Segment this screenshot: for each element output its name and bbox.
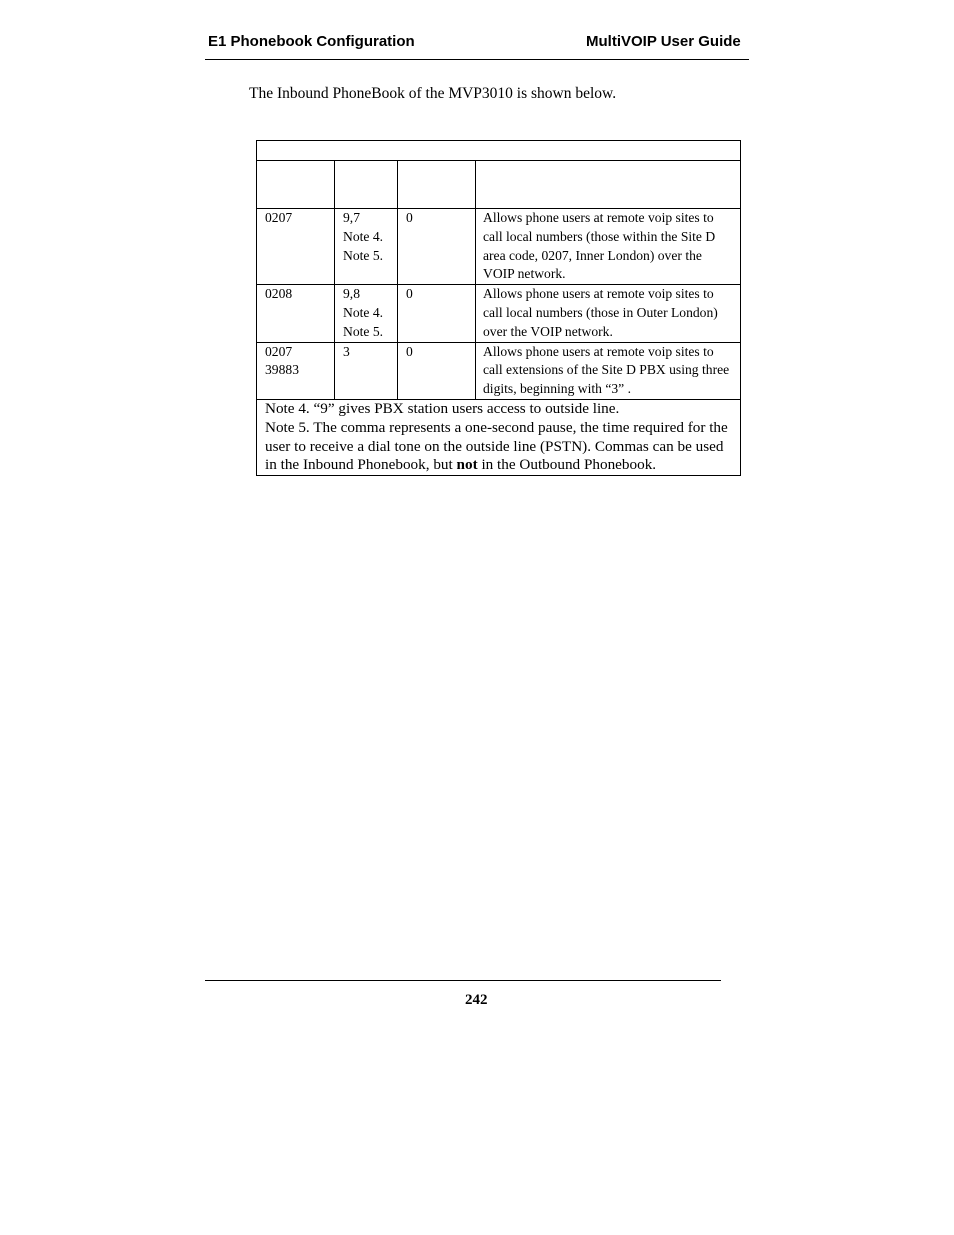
notes-row [257,399,741,475]
description-cell: Allows phone users at remote voip sites to call local numbers (those in Outer London) over the VOIP network. [476,285,741,342]
guide-title: MultiVOIP User Guide [586,33,741,50]
notes-cell [257,399,741,475]
table-caption-row [257,141,741,161]
remove-prefix-cell [335,342,398,399]
header-cell [476,161,741,209]
note-5-text: Note 5. The comma represents a one-second pause, the time required for the user to receive a dial tone on the outside line (PSTN). Commas can be used in the Inbound Phonebook, but [265,418,728,474]
cell-text: 0207 [265,343,293,359]
cell-text: 9,7 [343,210,360,225]
note-4: Note 4. “9” gives PBX station users access to outside line. [265,399,620,417]
cell-text: 0207 [265,210,293,225]
add-prefix-cell: 0 [398,209,476,285]
table-row [257,209,741,285]
header-cell [335,161,398,209]
cell-text: Note 5. [343,247,384,263]
header-rule [205,59,749,60]
add-prefix-cell: 0 [398,342,476,399]
cell-text: 0208 [265,286,293,302]
cell-text: 39883 [265,362,299,378]
dest-pattern-cell [257,209,335,285]
note-5-end: in the Outbound Phonebook. [481,456,657,474]
description-cell: Allows phone users at remote voip sites to call extensions of the Site D PBX using three digits, beginning with “3” . [476,342,741,399]
remove-prefix-cell [335,285,398,342]
table-caption-cell [257,141,741,161]
page-number: 242 [465,992,488,1008]
dest-pattern-cell [257,342,335,399]
remove-prefix-cell [335,209,398,285]
note-5-emphasis: not [456,456,478,474]
intro-text: The Inbound PhoneBook of the MVP3010 is shown below. [249,85,617,102]
section-title: E1 Phonebook Configuration [208,33,415,50]
add-prefix-cell: 0 [398,285,476,342]
description-cell: Allows phone users at remote voip sites to call local numbers (those within the Site D area code, 0207, Inner London) over the VOIP network. [476,209,741,285]
table-row [257,342,741,399]
cell-text: Note 4. [343,228,384,244]
table-header-row [257,161,741,209]
footer-rule [205,980,721,981]
inbound-phonebook-table [256,140,741,476]
cell-text: 3 [343,343,350,359]
dest-pattern-cell [257,285,335,342]
header-cell [398,161,476,209]
note-5 [265,419,728,474]
table-row [257,285,741,342]
cell-text: Note 4. [343,304,384,320]
header-cell [257,161,335,209]
cell-text: Note 5. [343,323,384,339]
cell-text: 9,8 [343,286,360,302]
